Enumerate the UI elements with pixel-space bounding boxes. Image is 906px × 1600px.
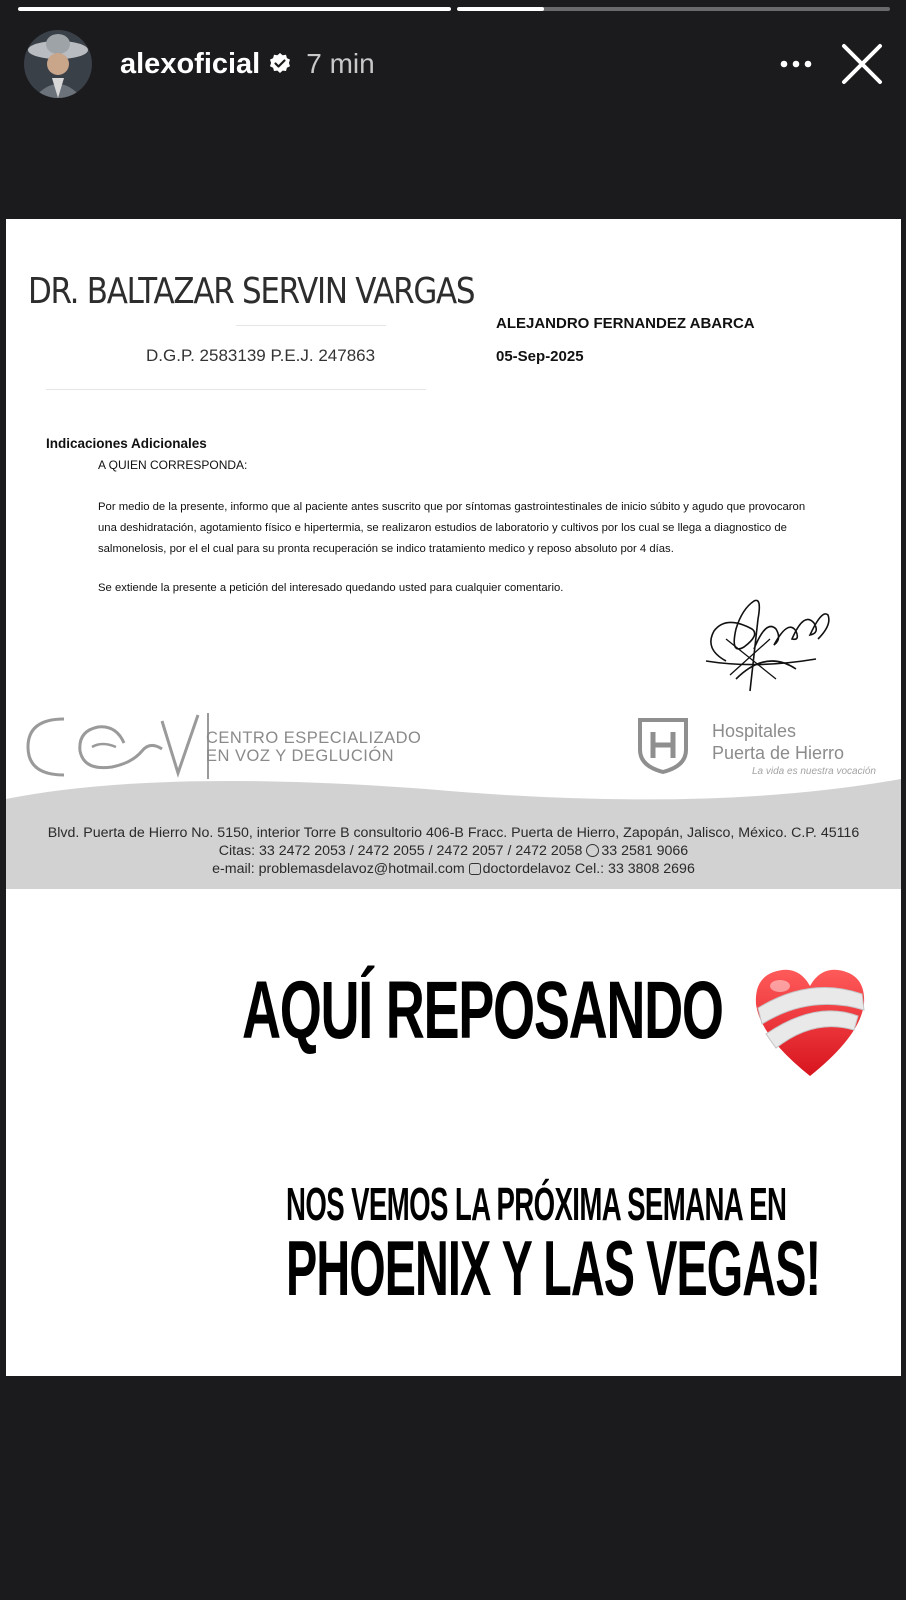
story-headline: AQUÍ REPOSANDO [242, 965, 723, 1056]
footer-email: e-mail: problemasdelavoz@hotmail.com [212, 861, 465, 877]
footer-cel: Cel.: 33 3808 2696 [574, 861, 695, 877]
doctor-license: D.G.P. 2583139 P.E.J. 247863 [146, 346, 376, 365]
story-progress-segment-2[interactable] [457, 7, 890, 11]
progress-fill-2 [457, 7, 544, 11]
more-options-button[interactable] [774, 42, 818, 86]
document-date: 05-Sep-2025 [496, 348, 584, 365]
hospital-line: Hospitales [712, 721, 797, 741]
footer-whatsapp: 33 2581 9066 [601, 843, 689, 859]
hospital-line: Puerta de Hierro [712, 743, 845, 763]
footer-phones [6, 842, 901, 860]
letter-closing: Se extiende la presente a petición del interesado quedando usted para cualquier comentario. [98, 582, 564, 594]
letterhead-footer [6, 824, 901, 878]
footer-citas: Citas: 33 2472 2053 / 2472 2055 / 2472 2057 / 2472 2058 [218, 843, 583, 859]
close-icon [840, 42, 884, 86]
username[interactable]: alexoficial [120, 47, 261, 80]
doctor-name: DR. BALTAZAR SERVIN VARGAS [28, 271, 475, 312]
more-options-icon [779, 59, 813, 69]
story-media[interactable] [6, 219, 901, 1376]
footer-contact [6, 860, 901, 878]
footer-instagram-handle: doctordelavoz [482, 861, 571, 877]
cevi-line: EN VOZ Y DEGLUCIÓN [206, 747, 395, 765]
cevi-logo-text: CeV [30, 775, 32, 776]
faint-line [46, 389, 426, 390]
hospital-name [712, 720, 844, 764]
verified-badge-icon [268, 52, 292, 76]
cevi-line: CENTRO ESPECIALIZADO [206, 729, 422, 747]
story-subline-1: NOS VEMOS LA PRÓXIMA SEMANA EN [286, 1178, 787, 1230]
letter-body-line: una deshidratación, agotamiento físico e hipertermia, se realizaron estudios de laboratorio y cultivos por los cual se llega a diagnostico de [98, 522, 787, 534]
story-header [24, 28, 886, 100]
signature [696, 589, 836, 699]
salutation: A QUIEN CORRESPONDA: [98, 458, 248, 472]
story-subline-2: PHOENIX Y LAS VEGAS! [286, 1224, 821, 1312]
time-ago: 7 min [306, 48, 375, 79]
avatar[interactable] [24, 30, 92, 98]
story-progress [18, 7, 890, 12]
faint-line [236, 325, 386, 326]
story-progress-segment-1[interactable] [18, 7, 451, 11]
footer-address: Blvd. Puerta de Hierro No. 5150, interior Torre B consultorio 406-B Fracc. Puerta de Hierro, Zapopán, Jalisco, México. C.P. 45116 [47, 825, 860, 841]
letter-body [98, 497, 838, 560]
patient-name: ALEJANDRO FERNANDEZ ABARCA [496, 315, 755, 332]
bandaged-heart-icon [750, 964, 870, 1082]
progress-fill-1 [18, 7, 451, 11]
instagram-icon [469, 863, 481, 875]
hospital-tagline: La vida es nuestra vocación [752, 766, 876, 777]
letter-body-line: Por medio de la presente, informo que al paciente antes suscrito que por síntomas gastrointestinales de inicio súbito y agudo que provocaron [98, 501, 806, 513]
section-title: Indicaciones Adicionales [46, 436, 207, 451]
letter-body-line: salmonelosis, por el el cual para su pronta recuperación se indico tratamiento medico y reposo absoluto por 4 días. [98, 543, 674, 555]
whatsapp-icon [586, 844, 599, 857]
close-button[interactable] [838, 40, 886, 88]
